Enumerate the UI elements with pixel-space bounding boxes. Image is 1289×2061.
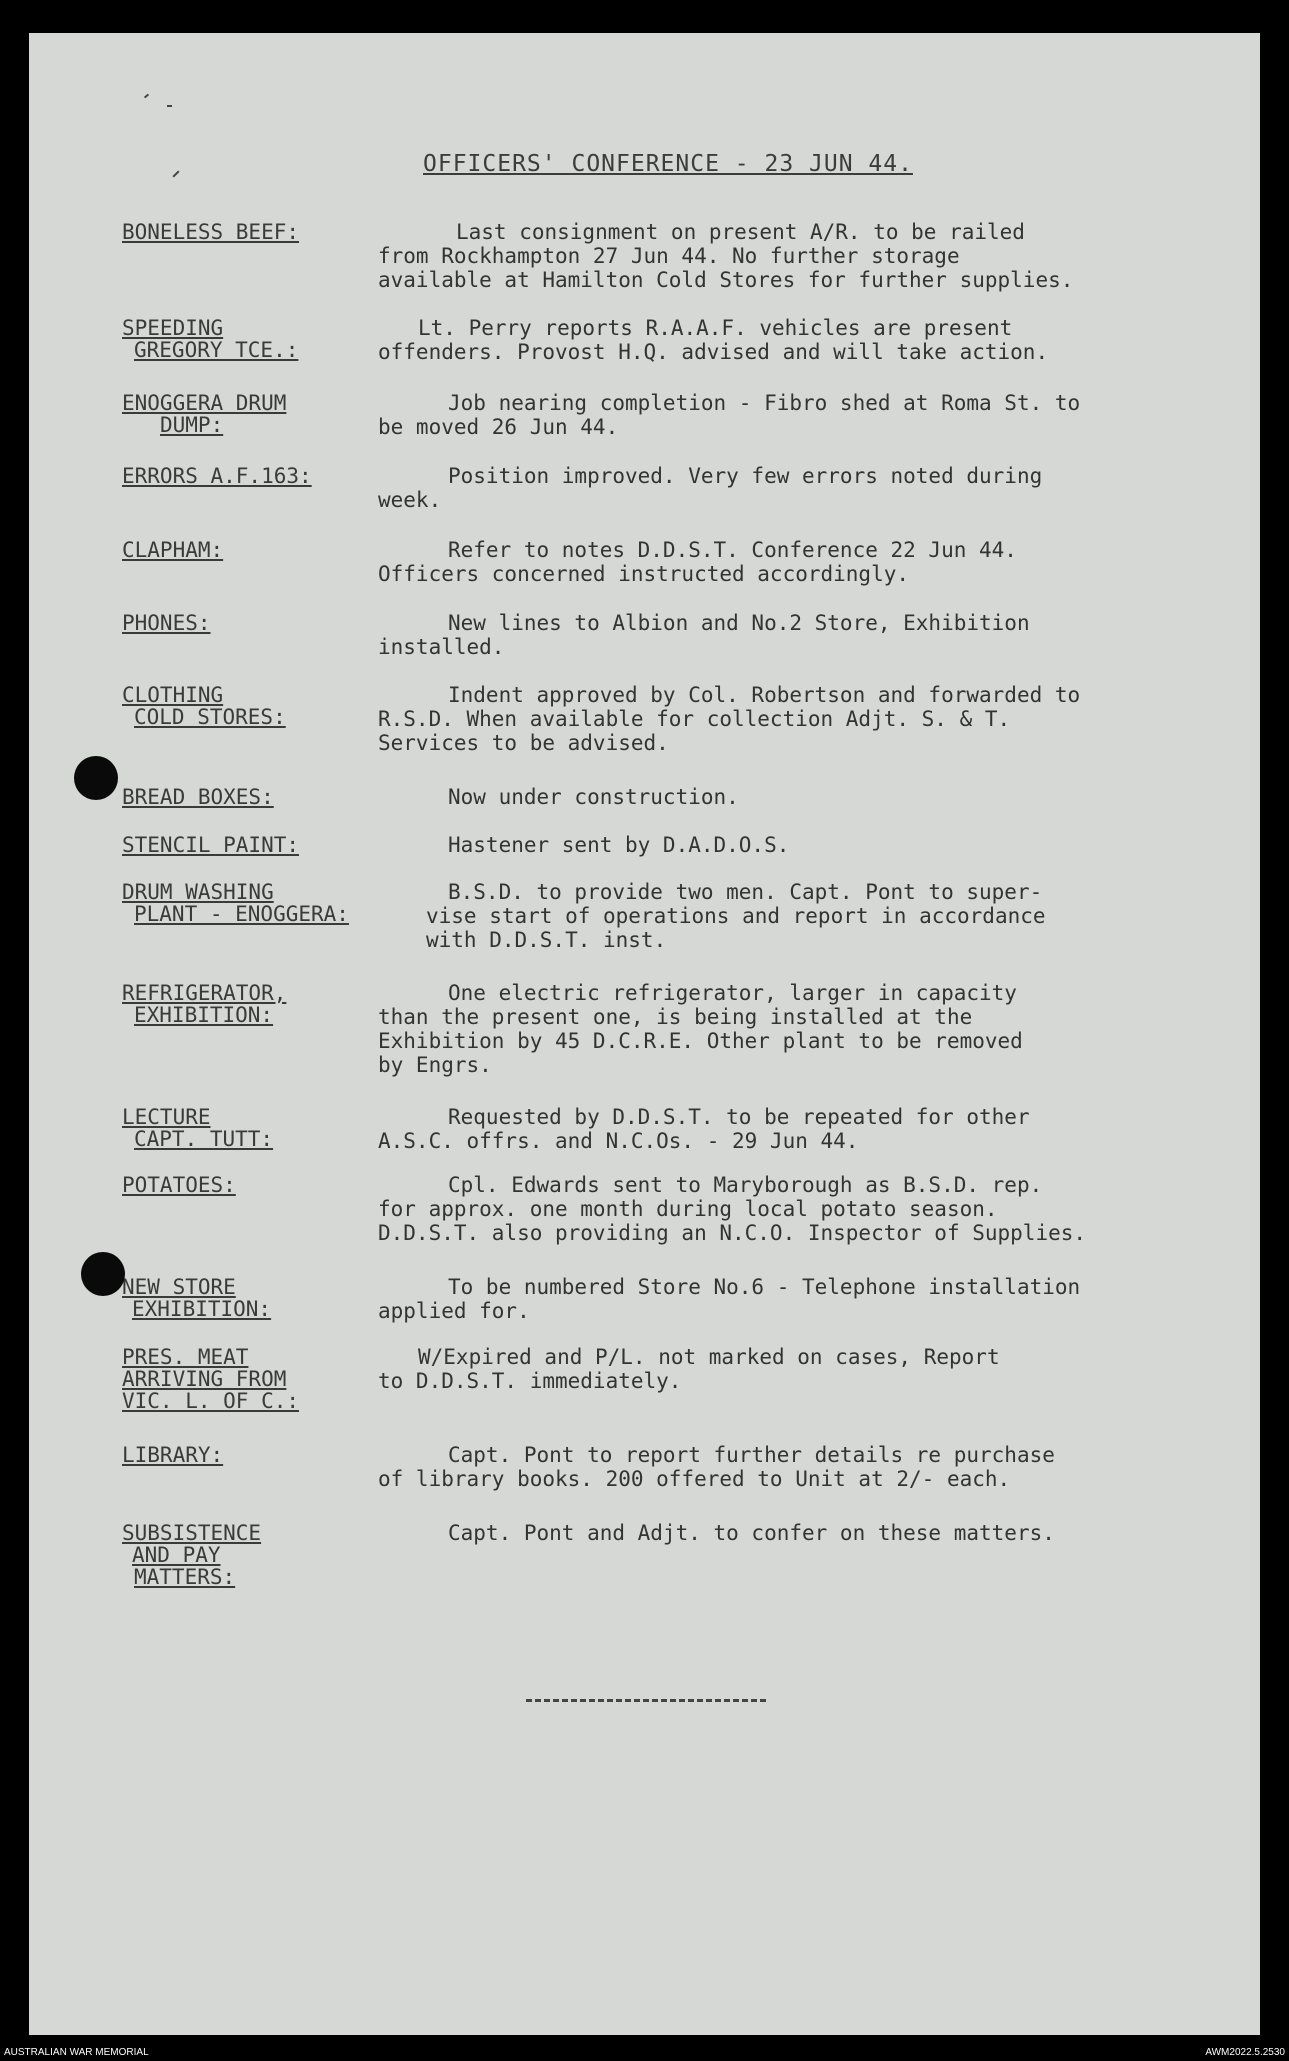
item-text-line: available at Hamilton Cold Stores for further supplies.: [378, 268, 1074, 292]
item-text-line: To be numbered Store No.6 - Telephone installation: [448, 1275, 1081, 1299]
item-text-line: Hastener sent by D.A.D.O.S.: [448, 833, 790, 857]
item-text-line: of library books. 200 offered to Unit at 2/- each.: [378, 1467, 1011, 1491]
item-text-line: to D.D.S.T. immediately.: [378, 1369, 682, 1393]
item-text-line: Services to be advised.: [378, 731, 669, 755]
item-text-line: One electric refrigerator, larger in capacity: [448, 981, 1017, 1005]
item-text-line: be moved 26 Jun 44.: [378, 415, 619, 439]
item-text-line: Now under construction.: [448, 785, 739, 809]
item-heading: DUMP:: [160, 413, 224, 437]
item-heading: ERRORS A.F.163:: [122, 464, 312, 488]
item-heading: PHONES:: [122, 611, 211, 635]
item-heading: VIC. L. OF C.:: [122, 1389, 300, 1413]
item-text-line: Capt. Pont and Adjt. to confer on these matters.: [448, 1521, 1055, 1545]
item-heading: SPEEDING: [122, 316, 224, 340]
item-heading: AND PAY: [132, 1543, 221, 1567]
item-heading: PLANT - ENOGGERA:: [134, 902, 349, 926]
item-heading: DRUM WASHING: [122, 880, 274, 904]
item-heading: MATTERS:: [134, 1565, 236, 1589]
document-page: [29, 33, 1260, 2035]
item-text-line: Exhibition by 45 D.C.R.E. Other plant to be removed: [378, 1029, 1023, 1053]
item-heading: COLD STORES:: [134, 705, 286, 729]
item-text-line: B.S.D. to provide two men. Capt. Pont to super-: [448, 880, 1043, 904]
item-text-line: R.S.D. When available for collection Adjt. S. & T.: [378, 707, 1011, 731]
item-text-line: Refer to notes D.D.S.T. Conference 22 Jun 44.: [448, 538, 1017, 562]
item-heading: EXHIBITION:: [134, 1003, 274, 1027]
item-text-line: offenders. Provost H.Q. advised and will take action.: [378, 340, 1049, 364]
ink-mark: [172, 170, 179, 177]
item-heading: PRES. MEAT: [122, 1345, 249, 1369]
punch-hole: [81, 1252, 125, 1296]
item-text-line: New lines to Albion and No.2 Store, Exhibition: [448, 611, 1030, 635]
item-text-line: Last consignment on present A/R. to be railed: [456, 220, 1025, 244]
item-text-line: by Engrs.: [378, 1053, 492, 1077]
item-text-line: W/Expired and P/L. not marked on cases, Report: [418, 1345, 1000, 1369]
item-text-line: Job nearing completion - Fibro shed at Roma St. to: [448, 391, 1081, 415]
item-heading: LIBRARY:: [122, 1443, 224, 1467]
item-text-line: from Rockhampton 27 Jun 44. No further storage: [378, 244, 960, 268]
item-heading: SUBSISTENCE: [122, 1521, 262, 1545]
item-text-line: applied for.: [378, 1299, 530, 1323]
item-heading: ARRIVING FROM: [122, 1367, 287, 1391]
item-heading: BONELESS BEEF:: [122, 220, 300, 244]
end-rule: [526, 1699, 766, 1702]
item-text-line: Officers concerned instructed accordingly.: [378, 562, 910, 586]
footer-right: AWM2022.5.2530: [1205, 2047, 1285, 2058]
item-text-line: week.: [378, 488, 442, 512]
item-heading: LECTURE: [122, 1105, 211, 1129]
item-heading: CLAPHAM:: [122, 538, 224, 562]
item-text-line: Indent approved by Col. Robertson and forwarded to: [448, 683, 1081, 707]
item-text-line: A.S.C. offrs. and N.C.Os. - 29 Jun 44.: [378, 1129, 859, 1153]
item-text-line: D.D.S.T. also providing an N.C.O. Inspector of Supplies.: [378, 1221, 1087, 1245]
document-title: OFFICERS' CONFERENCE - 23 JUN 44.: [423, 151, 913, 177]
item-text-line: Lt. Perry reports R.A.A.F. vehicles are present: [418, 316, 1013, 340]
item-heading: BREAD BOXES:: [122, 785, 274, 809]
item-text-line: with D.D.S.T. inst.: [426, 928, 667, 952]
item-heading: CAPT. TUTT:: [134, 1127, 274, 1151]
item-heading: STENCIL PAINT:: [122, 833, 300, 857]
item-heading: ENOGGERA DRUM: [122, 391, 287, 415]
item-heading: POTATOES:: [122, 1173, 236, 1197]
ink-mark: [167, 105, 172, 107]
ink-mark: [144, 94, 149, 99]
item-text-line: Position improved. Very few errors noted during: [448, 464, 1043, 488]
item-heading: REFRIGERATOR,: [122, 981, 287, 1005]
item-heading: EXHIBITION:: [132, 1297, 272, 1321]
item-text-line: Requested by D.D.S.T. to be repeated for other: [448, 1105, 1030, 1129]
item-text-line: than the present one, is being installed at the: [378, 1005, 973, 1029]
footer-left: AUSTRALIAN WAR MEMORIAL: [4, 2047, 149, 2058]
item-text-line: for approx. one month during local potato season.: [378, 1197, 998, 1221]
punch-hole: [74, 756, 118, 800]
item-text-line: installed.: [378, 635, 505, 659]
item-heading: CLOTHING: [122, 683, 224, 707]
item-text-line: vise start of operations and report in accordance: [426, 904, 1046, 928]
item-heading: NEW STORE: [122, 1275, 236, 1299]
item-heading: GREGORY TCE.:: [134, 338, 299, 362]
item-text-line: Capt. Pont to report further details re purchase: [448, 1443, 1055, 1467]
item-text-line: Cpl. Edwards sent to Maryborough as B.S.D. rep.: [448, 1173, 1043, 1197]
